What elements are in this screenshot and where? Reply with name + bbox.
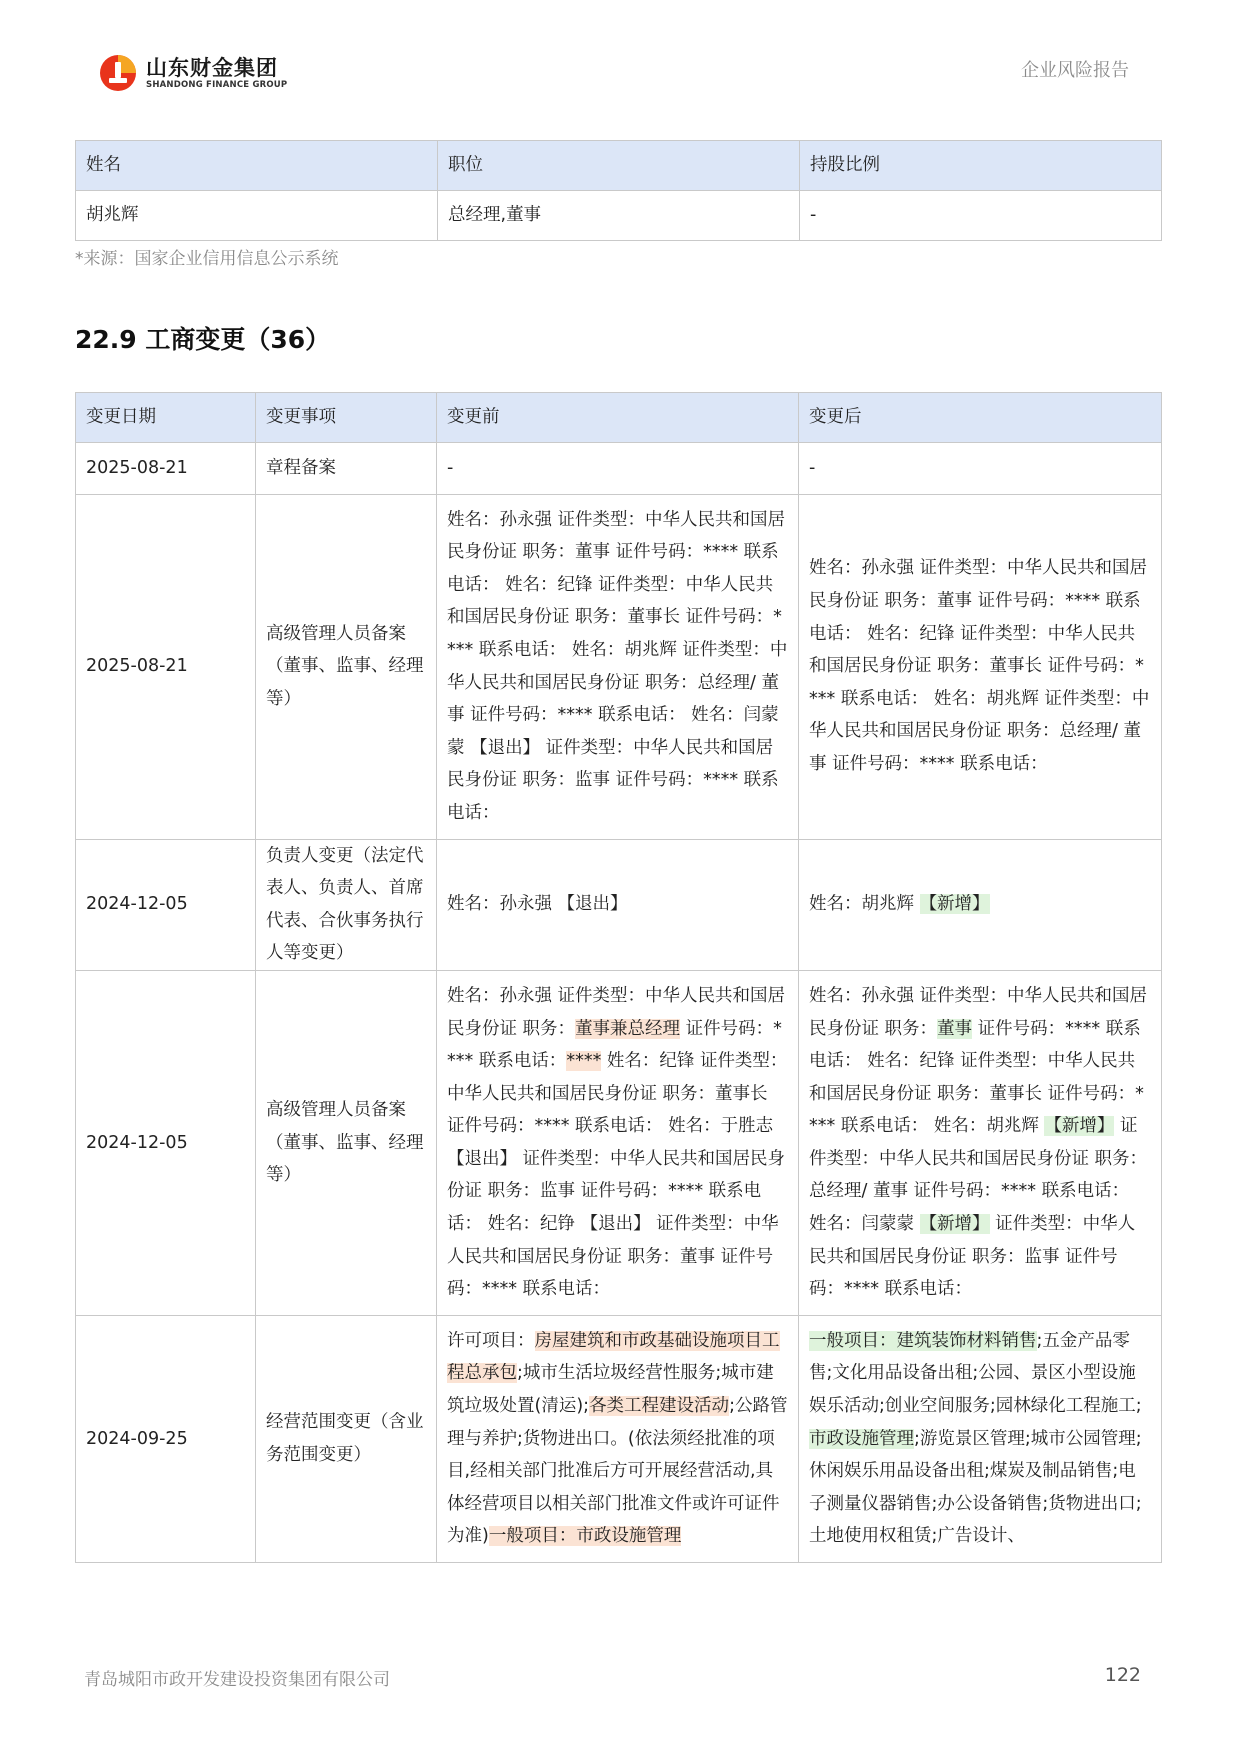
section-title: 22.9 工商变更（36） bbox=[75, 325, 331, 354]
logo-chinese-name: 山东财金集团 bbox=[146, 55, 278, 80]
change-before-cell bbox=[437, 443, 799, 495]
column-header: 变更事项 bbox=[256, 393, 437, 443]
changed-highlight: 董事兼总经理 bbox=[575, 1018, 681, 1039]
footer-company-name: 青岛城阳市政开发建设投资集团有限公司 bbox=[84, 1670, 390, 1690]
text-segment: 证件号码：**** 联系电话： bbox=[447, 1018, 782, 1072]
text-segment: 姓名：孙永强 【退出】 bbox=[447, 894, 628, 915]
change-before-cell bbox=[437, 1315, 799, 1562]
change-item-cell: 经营范围变更（含业务范围变更） bbox=[256, 1315, 437, 1562]
text-segment: 许可项目： bbox=[447, 1330, 535, 1351]
change-before-cell bbox=[437, 494, 799, 839]
change-date-cell: 2025-08-21 bbox=[76, 494, 256, 839]
column-header: 变更日期 bbox=[76, 393, 256, 443]
change-date-cell: 2024-12-05 bbox=[76, 839, 256, 970]
changed-highlight: 房屋建筑和市政基础设施项目工程总承包 bbox=[447, 1330, 780, 1384]
table-row bbox=[76, 970, 1162, 1315]
company-logo bbox=[98, 50, 287, 96]
text-segment: 姓名：孙永强 证件类型：中华人民共和国居民身份证 职务： bbox=[809, 985, 1148, 1039]
table-cell: 总经理,董事 bbox=[438, 191, 800, 241]
change-date-cell: 2024-09-25 bbox=[76, 1315, 256, 1562]
table-row bbox=[76, 191, 1162, 241]
personnel-table bbox=[75, 140, 1162, 241]
text-segment: ;公路管理与养护;货物进出口。(依法须经批准的项目,经相关部门批准后方可开展经营活动,具体经营项目以相关部门批准文件或许可证件为准) bbox=[447, 1396, 788, 1547]
text-segment: ;五金产品零售;文化用品设备出租;公园、景区小型设施娱乐活动;创业空间服务;园林绿化工程施工; bbox=[809, 1330, 1142, 1417]
changed-highlight: **** bbox=[566, 1051, 602, 1072]
column-header: 变更前 bbox=[437, 393, 799, 443]
table-row bbox=[76, 839, 1162, 970]
change-before-cell bbox=[437, 970, 799, 1315]
text-segment: - bbox=[809, 458, 816, 478]
table-row bbox=[76, 443, 1162, 495]
change-after-cell bbox=[799, 839, 1162, 970]
text-segment: - bbox=[447, 458, 454, 478]
column-header: 变更后 bbox=[799, 393, 1162, 443]
text-segment: 姓名：孙永强 证件类型：中华人民共和国居民身份证 职务：董事 证件号码：**** 联系电话： 姓名：纪锋 证件类型：中华人民共和国居民身份证 职务：董事长 证件号码：**** 联系电话： 姓名：胡兆辉 证件类型：中华人民共和国居民身份证 职务：总经理/ 董事 证件号码：**** 联系电话： 姓名：闫蒙蒙 【退出】 证件类型：中华人民共和国居民身份证 职务：监事 证件号码：**** 联系电话： bbox=[447, 509, 788, 823]
table-cell: - bbox=[800, 191, 1162, 241]
change-item-cell: 高级管理人员备案（董事、监事、经理等） bbox=[256, 494, 437, 839]
text-segment: ;游览景区管理;城市公园管理;休闲娱乐用品设备出租;煤炭及制品销售;电子测量仪器销售;办公设备销售;货物进出口;土地使用权租赁;广告设计、 bbox=[809, 1428, 1142, 1547]
text-segment: 姓名：孙永强 证件类型：中华人民共和国居民身份证 职务： bbox=[447, 985, 786, 1039]
table-cell: 胡兆辉 bbox=[76, 191, 438, 241]
table-row bbox=[76, 1315, 1162, 1562]
change-item-cell: 章程备案 bbox=[256, 443, 437, 495]
added-highlight: 【新增】 bbox=[919, 1214, 990, 1235]
changed-highlight: 一般项目：市政设施管理 bbox=[488, 1526, 682, 1547]
text-segment: ;城市生活垃圾经营性服务;城市建筑垃圾处置(清运); bbox=[447, 1363, 774, 1417]
business-changes-table bbox=[75, 392, 1162, 1563]
shandong-finance-logo-icon bbox=[98, 53, 138, 93]
text-segment: 证件号码：**** 联系电话： 姓名：纪锋 证件类型：中华人民共和国居民身份证 职务：董事长 证件号码：**** 联系电话： 姓名：胡兆辉 bbox=[809, 1018, 1144, 1137]
change-item-cell: 负责人变更（法定代表人、负责人、首席代表、合伙事务执行人等变更） bbox=[256, 839, 437, 970]
change-date-cell: 2024-12-05 bbox=[76, 970, 256, 1315]
added-highlight: 【新增】 bbox=[1044, 1116, 1115, 1137]
page-number: 122 bbox=[1104, 1664, 1141, 1686]
column-header: 持股比例 bbox=[800, 141, 1162, 191]
change-after-cell bbox=[799, 443, 1162, 495]
report-type-label: 企业风险报告 bbox=[1021, 60, 1129, 81]
text-segment: 姓名：纪锋 证件类型：中华人民共和国居民身份证 职务：董事长 证件号码：**** 联系电话： 姓名：于胜志 【退出】 证件类型：中华人民共和国居民身份证 职务：监事 证件号码：**** 联系电话： 姓名：纪铮 【退出】 证件类型：中华人民共和国居民身份证 职务：董事 证件号码：**** 联系电话： bbox=[447, 1051, 788, 1300]
change-item-cell: 高级管理人员备案（董事、监事、经理等） bbox=[256, 970, 437, 1315]
added-highlight: 董事 bbox=[937, 1018, 973, 1039]
column-header: 姓名 bbox=[76, 141, 438, 191]
text-segment: 证件类型：中华人民共和国居民身份证 职务：总经理/ 董事 证件号码：**** 联系电话： 姓名：闫蒙蒙 bbox=[809, 1116, 1148, 1235]
change-date-cell: 2025-08-21 bbox=[76, 443, 256, 495]
change-after-cell bbox=[799, 494, 1162, 839]
source-note: *来源：国家企业信用信息公示系统 bbox=[75, 249, 339, 269]
text-segment: 证件类型：中华人民共和国居民身份证 职务：监事 证件号码：**** 联系电话： bbox=[809, 1214, 1136, 1300]
logo-english-name: SHANDONG FINANCE GROUP bbox=[146, 79, 288, 90]
added-highlight: 【新增】 bbox=[919, 894, 990, 915]
text-segment: 姓名：胡兆辉 bbox=[809, 894, 920, 915]
text-segment: 姓名：孙永强 证件类型：中华人民共和国居民身份证 职务：董事 证件号码：**** 联系电话： 姓名：纪锋 证件类型：中华人民共和国居民身份证 职务：董事长 证件号码：**** 联系电话： 姓名：胡兆辉 证件类型：中华人民共和国居民身份证 职务：总经理/ 董事 证件号码：**** 联系电话： bbox=[809, 558, 1150, 775]
change-before-cell bbox=[437, 839, 799, 970]
column-header: 职位 bbox=[438, 141, 800, 191]
added-highlight: 市政设施管理 bbox=[809, 1428, 914, 1449]
change-after-cell bbox=[799, 970, 1162, 1315]
change-after-cell bbox=[799, 1315, 1162, 1562]
added-highlight: 一般项目：建筑装饰材料销售 bbox=[809, 1330, 1037, 1351]
changed-highlight: 各类工程建设活动 bbox=[589, 1396, 730, 1417]
table-row bbox=[76, 494, 1162, 839]
